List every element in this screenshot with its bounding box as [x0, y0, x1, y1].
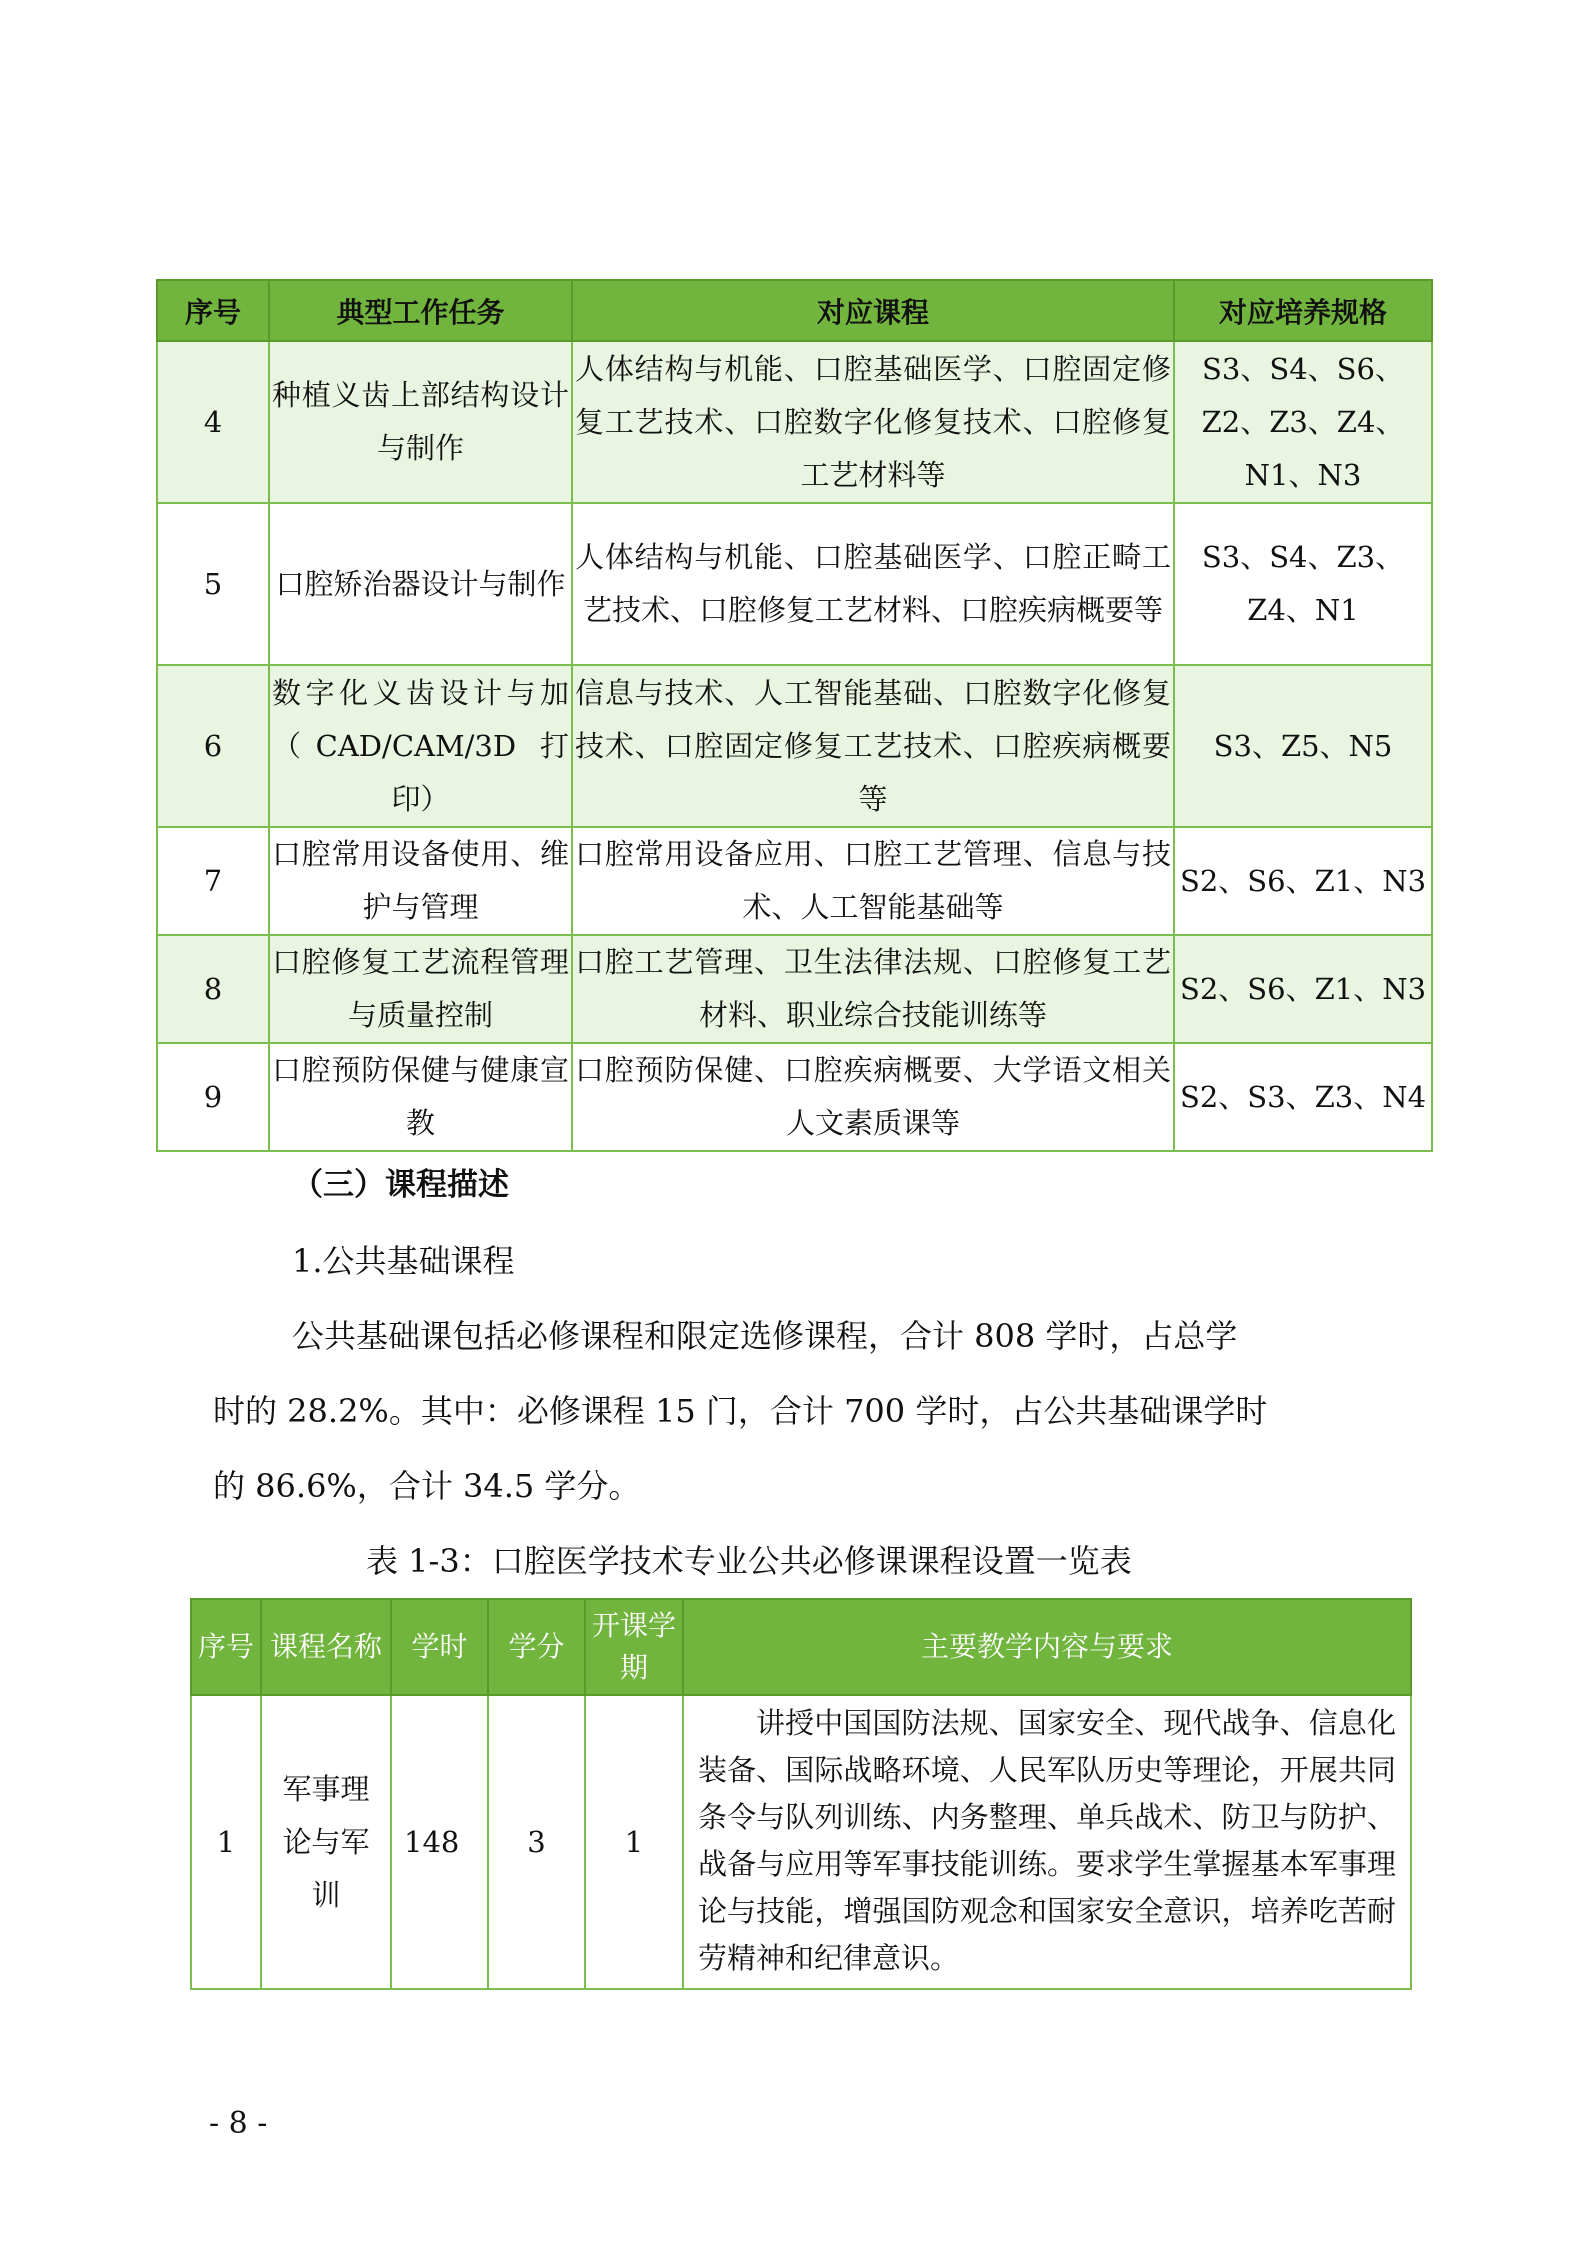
header-no: 序号 [157, 280, 269, 341]
row-course-name: 军事理论与军训 [261, 1695, 391, 1989]
header-content: 主要教学内容与要求 [683, 1599, 1411, 1695]
row-hours: 148 [391, 1695, 488, 1989]
header-hours: 学时 [391, 1599, 488, 1695]
row-no: 5 [157, 503, 269, 665]
row-courses: 口腔常用设备应用、口腔工艺管理、信息与技术、人工智能基础等 [572, 827, 1174, 935]
table-row [157, 827, 1432, 935]
header-term: 开课学期 [585, 1599, 683, 1695]
header-credits: 学分 [488, 1599, 585, 1695]
row-task: 种植义齿上部结构设计与制作 [269, 341, 572, 503]
row-specs: S3、Z5、N5 [1174, 665, 1432, 827]
task-course-table [156, 279, 1433, 1152]
row-specs: S2、S6、Z1、N3 [1174, 935, 1432, 1043]
page-number: - 8 - [209, 2106, 268, 2141]
row-task: 口腔预防保健与健康宣教 [269, 1043, 572, 1151]
header-task: 典型工作任务 [269, 280, 572, 341]
course-setting-table [190, 1598, 1412, 1990]
header-course-name: 课程名称 [261, 1599, 391, 1695]
row-courses: 口腔工艺管理、卫生法律法规、口腔修复工艺材料、职业综合技能训练等 [572, 935, 1174, 1043]
table-row [157, 665, 1432, 827]
table-row [157, 1043, 1432, 1151]
header-courses: 对应课程 [572, 280, 1174, 341]
table-row [157, 503, 1432, 665]
row-no: 7 [157, 827, 269, 935]
row-courses: 口腔预防保健、口腔疾病概要、大学语文相关人文素质课等 [572, 1043, 1174, 1151]
row-specs: S3、S4、Z3、Z4、N1 [1174, 503, 1432, 665]
table-row [191, 1695, 1411, 1989]
row-specs: S2、S3、Z3、N4 [1174, 1043, 1432, 1151]
row-no: 8 [157, 935, 269, 1043]
row-task: 数字化义齿设计与加（CAD/CAM/3D 打印） [269, 665, 572, 827]
row-term: 1 [585, 1695, 683, 1989]
row-credits: 3 [488, 1695, 585, 1989]
row-courses: 人体结构与机能、口腔基础医学、口腔固定修复工艺技术、口腔数字化修复技术、口腔修复工艺材料等 [572, 341, 1174, 503]
header-no: 序号 [191, 1599, 261, 1695]
table-row [157, 935, 1432, 1043]
row-specs: S2、S6、Z1、N3 [1174, 827, 1432, 935]
row-no: 6 [157, 665, 269, 827]
table-header-row [157, 280, 1432, 341]
paragraph-line: 的 86.6%，合计 34.5 学分。 [213, 1467, 641, 1505]
table-row [157, 341, 1432, 503]
paragraph-line: 公共基础课包括必修课程和限定选修课程，合计 808 学时，占总学 [292, 1317, 1238, 1355]
row-task: 口腔矫治器设计与制作 [269, 503, 572, 665]
table-header-row [191, 1599, 1411, 1695]
subheading: 1.公共基础课程 [292, 1242, 515, 1280]
header-specs: 对应培养规格 [1174, 280, 1432, 341]
row-specs: S3、S4、S6、Z2、Z3、Z4、N1、N3 [1174, 341, 1432, 503]
row-courses: 人体结构与机能、口腔基础医学、口腔正畸工艺技术、口腔修复工艺材料、口腔疾病概要等 [572, 503, 1174, 665]
row-task: 口腔常用设备使用、维护与管理 [269, 827, 572, 935]
section-heading: （三）课程描述 [292, 1167, 509, 1203]
paragraph-line: 时的 28.2%。其中：必修课程 15 门，合计 700 学时，占公共基础课学时 [213, 1392, 1268, 1430]
row-task: 口腔修复工艺流程管理与质量控制 [269, 935, 572, 1043]
row-no: 9 [157, 1043, 269, 1151]
row-no: 4 [157, 341, 269, 503]
row-content: 讲授中国国防法规、国家安全、现代战争、信息化装备、国际战略环境、人民军队历史等理论，开展共同条令与队列训练、内务整理、单兵战术、防卫与防护、战备与应用等军事技能训练。要求学生掌握基本军事理论与技能，增强国防观念和国家安全意识，培养吃苦耐劳精神和纪律意识。 [683, 1695, 1411, 1989]
row-courses: 信息与技术、人工智能基础、口腔数字化修复技术、口腔固定修复工艺技术、口腔疾病概要等 [572, 665, 1174, 827]
row-no: 1 [191, 1695, 261, 1989]
table-caption: 表 1-3：口腔医学技术专业公共必修课课程设置一览表 [366, 1542, 1132, 1580]
